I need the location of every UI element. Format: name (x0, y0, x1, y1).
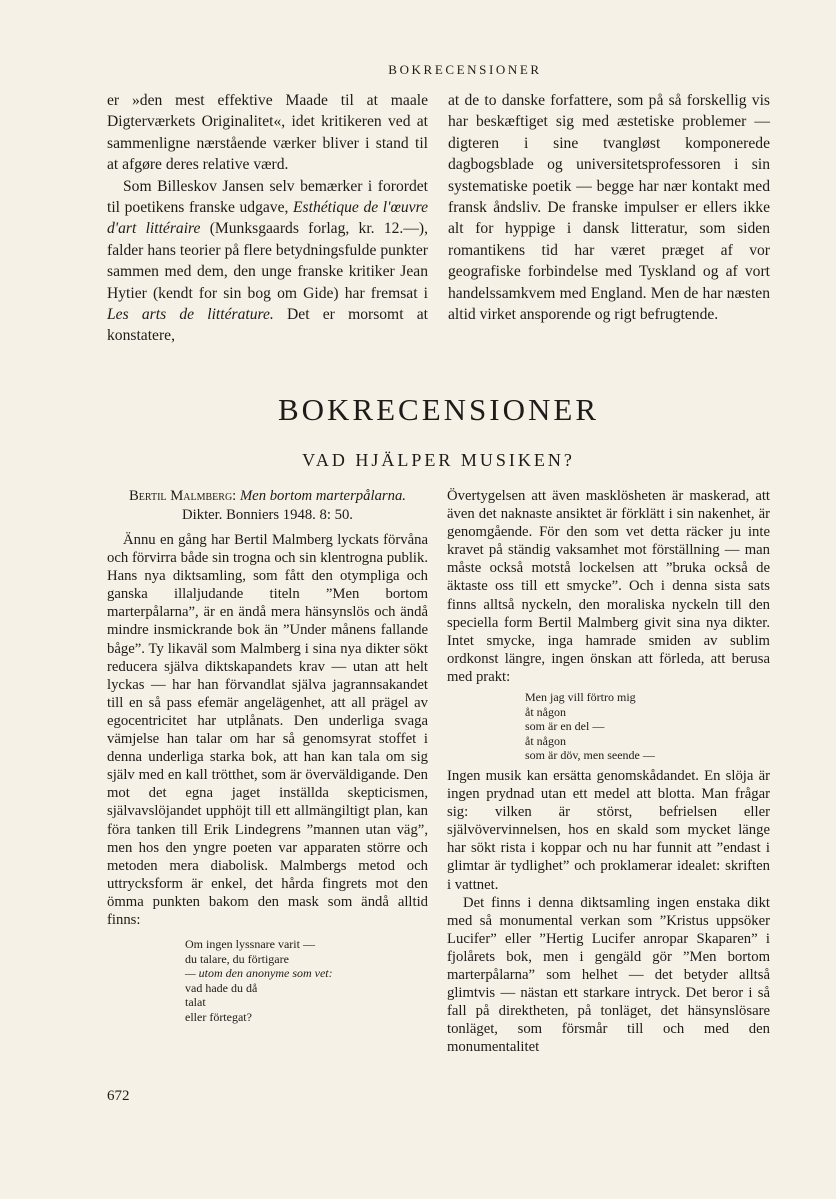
poem-line: talat (185, 995, 206, 1010)
bottom-right-paragraph-1: Övertygelsen att även masklösheten är maskerad, att även det naknaste ansiktet är förklätt i sin nakenhet, är genomgående. För den som vet detta räcker ju inte kravet på ständig vaksamhet mot förställning — man måste också motstå lockelsen att ”bruka också de äktaste oss till ett smycke”. Och i denna sista sats finns alltså nyckeln, den moraliska nyckeln till den speciella form Bertil Malmberg givit sina nya dikter. Intet smycke, inga hamrade smiden av sublim ordkonst längre, ingen önskan att förleda, att berusa med prakt: (447, 488, 770, 685)
page-number: 672 (107, 1088, 130, 1104)
poem-line: åt någon (525, 704, 566, 719)
poem-line: vad hade du då (185, 980, 258, 995)
byline-author: Bertil Malmberg (129, 488, 233, 504)
byline-book-title: Men bortom marterpålarna. (239, 488, 406, 504)
poem-line: åt någon (525, 733, 566, 748)
poem-excerpt-1 (185, 937, 428, 1025)
poem-excerpt-2 (525, 690, 770, 763)
italic-title: Esthétique de l'œuvre d'art littéraire (107, 199, 428, 238)
italic-title: Les arts de littérature. (107, 306, 274, 324)
poem-line: du talare, du förtigare (185, 951, 289, 966)
bottom-right-paragraph-2: Ingen musik kan ersätta genomskådandet. En slöja är ingen prydnad utan ett medel att blotta. Man frågar sig: vilken är störst, befrielsen eller självövervinnelsen, hos en skald som mycket länge har sökt rista i koppar och nu har funnit att ”endast i glimtar är tydlighet” och proklamerar idealet: skriften i vattnet. (447, 768, 770, 893)
poem-line: som är döv, men seende — (525, 748, 655, 763)
top-right-paragraph-1: at de to danske forfattere, som på så forskellig vis har beskæftiget sig med æstetiske problemer — digteren i sine tvangløst komponerede dagbogsblade og universitetsprofessoren i sin systematiske poetik — begge har nær kontakt med fransk åndsliv. De franske impulser er ellers ikke alt for hyppige i dansk litteratur, som siden romantikens tid har været præget af vor geografiske forbindelse med Tyskland og af vort handelssamkvem med England. Men de har næsten altid virket ansporende og rigt befrugtende. (448, 92, 770, 324)
article-title: VAD HJÄLPER MUSIKEN? (302, 450, 575, 470)
byline-separator: : (232, 488, 240, 504)
top-left-paragraph-2 (107, 176, 428, 347)
section-title: BOKRECENSIONER (277, 392, 599, 427)
running-head: BOKRECENSIONER (388, 62, 542, 77)
bottom-right-paragraph-3: Det finns i denna diktsamling ingen enstaka dikt med så monumental verkan som ”Kristus uppsöker Lucifer” eller ”Hertig Lucifer anropar Skaparen” i fjolårets bok, men i gengäld gör ”Men bortom marterpålarna” som helhet — det betyder alltså glimtvis — nästan ett starkare intryck. Det beror i så fall på direktheten, på tonläget, det hänsynslösare tonläget, som försmår till och med den monumentalitet (447, 894, 770, 1056)
text-run: Det er morsomt at konstatere, (107, 306, 428, 345)
poem-line: Men jag vill förtro mig (525, 690, 636, 705)
bottom-left-column (107, 487, 428, 1033)
byline-details: Dikter. Bonniers 1948. 8: 50. (182, 507, 353, 523)
bottom-right-column (447, 487, 770, 1057)
poem-line: — utom den anonyme som vet: (185, 966, 333, 981)
top-left-paragraph-1: er »den mest effektive Maade til at maale Digterværkets Originalitet«, idet kritikeren ved at sammenligne nærstående værker bliver i stand til at afgøre deres relative værd. (107, 92, 428, 174)
poem-line: Om ingen lyssnare varit — (185, 937, 315, 952)
top-left-column (107, 90, 428, 347)
text-run: (Munksgaards forlag, kr. 12.—), falder hans teorier på flere betydningsfulde punkter sammen med dem, den unge franske kritiker Jean Hytier (kendt for sin bog om Gide) har fremsat i (107, 220, 428, 302)
text-run: Som Billeskov Jansen selv bemærker i forordet til poetikens franske udgave, (107, 177, 428, 217)
byline (107, 487, 428, 525)
poem-line: eller förtegat? (185, 1010, 252, 1025)
poem-line: som är en del — (525, 719, 605, 734)
bottom-left-paragraph-1: Ännu en gång har Bertil Malmberg lyckats förvåna och förvirra både sin trogna och sin klentrogna publik. Hans nya diktsamling, som fått den otympliga och ganska illaljudande titeln ”Men bortom marterpålarna”, är en ändå mera hänsynslös och ändå mindre insmickrande bok än ”Under månens fallande båge”. Ty likaväl som Malmberg i sina nya dikter sökt reducera själva diktskapandets krav — utan att helt lyckas — har han förvandlat själva jagrannsakandet till en så pass efemär angelägenhet, att all prägel av egocentricitet har utplånats. Den underliga svaga vämjelse han talar om har så genomsyrat stoffet i denna underliga starka bok, att han kan tala om sig själv med en kall trötthet, som är överväldigande. Den mot det egna jaget inställda skepticismen, självavslöjandet upphöjt till ett allmängiltigt plan, kan föra tanken till Erik Lindegrens ”mannen utan väg”, men hos den yngre poeten var apparaten större och metoden mera diabolisk. Malmbergs metod och uttrycksform är enkel, det hårda fingrets mot den ömma punkten bakom den mask som ändå alltid finns: (107, 532, 428, 928)
top-right-column (448, 90, 770, 325)
